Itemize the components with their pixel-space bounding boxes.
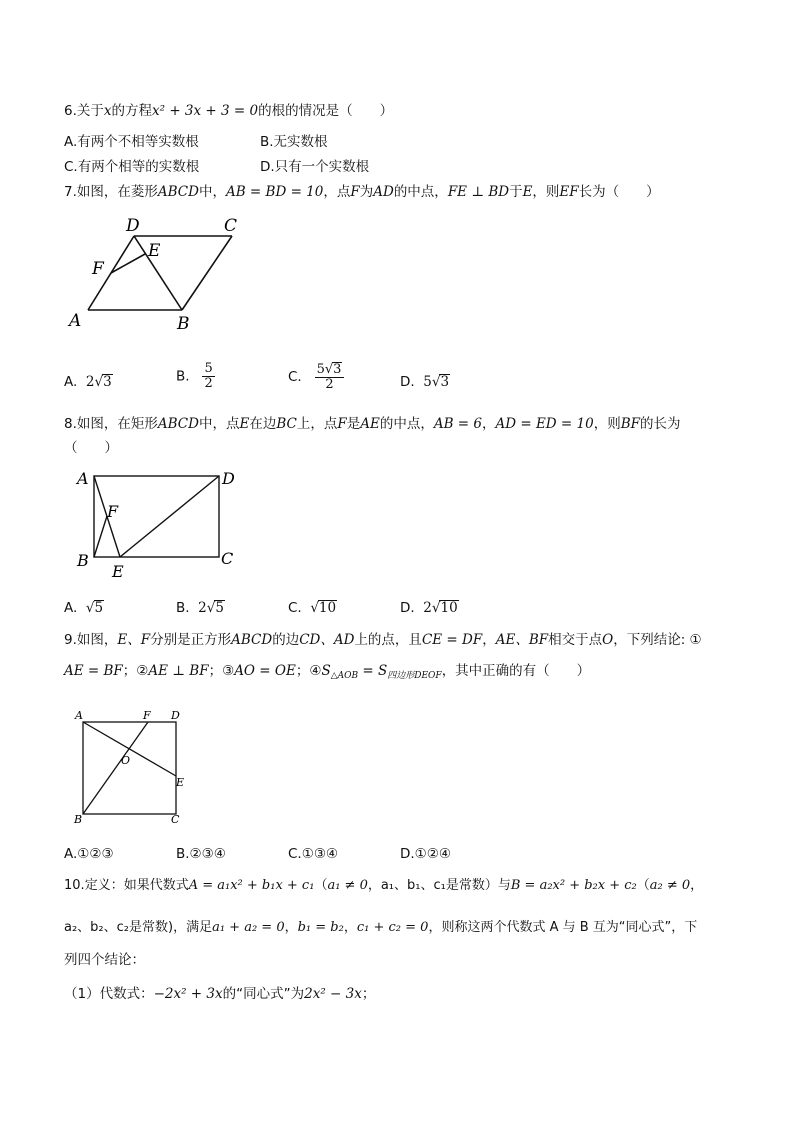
q8-option-value: 2 <box>198 600 207 616</box>
q8-option-c: C. √10 <box>288 600 337 616</box>
q10-text: （ <box>636 878 650 893</box>
q10-math: a₂ ≠ 0 <box>649 878 691 893</box>
q7-option-label: A. <box>64 374 78 390</box>
q9-stem-line2 <box>64 662 590 680</box>
q9-text: ；④ <box>295 663 322 679</box>
q10-text: 定义：如果代数式 <box>84 878 189 893</box>
q7-math: EF <box>559 184 579 200</box>
q8-text: 的长为 <box>640 416 681 432</box>
q9-text: 的边 <box>272 632 300 648</box>
q9-square-figure <box>70 706 195 828</box>
q10-text: 的“同心式”为 <box>222 986 305 1002</box>
q7-label-f: F <box>92 259 104 279</box>
q7-option-value: 5 <box>423 374 432 390</box>
q10-text: ； <box>361 986 376 1002</box>
q8-option-label: C. <box>288 600 302 616</box>
q9-math: S <box>378 663 388 679</box>
q9-math: AE = BF <box>64 663 123 679</box>
q10-math: a₁ + a₂ = 0 <box>212 920 285 935</box>
q7-math: AD <box>373 184 394 200</box>
q9-option-a: A.①②③ <box>64 846 114 862</box>
q9-text: 相交于点 <box>548 632 603 648</box>
q7-option-value: 2 <box>204 376 213 391</box>
q10-math: a₁ ≠ 0 <box>327 878 368 893</box>
q7-text: ，则 <box>532 184 560 200</box>
q6-var: x <box>103 103 112 119</box>
q8-text: 在边 <box>249 416 277 432</box>
q9-math: ABCD <box>231 632 273 648</box>
q6-number: 6. <box>64 103 77 119</box>
q6-text: 关于 <box>76 103 104 119</box>
q8-option-value: 10 <box>440 600 458 616</box>
q7-option-c: C. $\frac{5√3}{2}$ <box>288 362 344 392</box>
q7-option-value: 5 <box>316 362 325 377</box>
q8-option-value: 2 <box>423 600 432 616</box>
q6-option-a: A.有两个不相等实数根 <box>64 134 199 150</box>
q9-math: AE ⊥ BF <box>148 663 209 679</box>
q10-statement-1 <box>64 985 375 1003</box>
q8-math: AE <box>360 416 380 432</box>
q10-text: （1）代数式： <box>64 986 154 1002</box>
q8-option-d: D. 2√10 <box>400 600 458 616</box>
q8-option-label: A. <box>64 600 78 616</box>
q8-stem <box>64 415 681 433</box>
q7-option-label: C. <box>288 369 302 385</box>
q8-text: 中，点 <box>198 416 240 432</box>
q8-math: ABCD <box>157 416 199 432</box>
q7-text: 中， <box>198 184 226 200</box>
q8-text: 如图，在矩形 <box>76 416 158 432</box>
q7-label-e: E <box>148 241 161 261</box>
q7-math: F <box>350 184 360 200</box>
q8-rectangle-figure <box>70 465 245 580</box>
q9-math: O <box>602 632 614 648</box>
q6-text: 的方程 <box>111 103 153 119</box>
q7-math: E <box>522 184 533 200</box>
q8-math: BF <box>620 416 640 432</box>
q10-text: （ <box>314 878 328 893</box>
q7-option-value: 5 <box>204 361 213 376</box>
q7-label-a: A <box>69 311 82 331</box>
q8-option-label: D. <box>400 600 415 616</box>
q10-stem-line2 <box>64 919 697 937</box>
q7-option-value: 2 <box>325 377 334 392</box>
q7-option-label: B. <box>176 368 190 385</box>
q10-math: A = a₁x² + b₁x + c₁ <box>188 878 315 893</box>
q9-text: ，其中正确的有（ ） <box>441 663 591 679</box>
q9-math: AE、BF <box>495 632 549 648</box>
q7-number: 7. <box>64 184 77 200</box>
q10-text: ， <box>284 920 298 935</box>
q9-text: ；③ <box>208 663 235 679</box>
q8-text: 是 <box>346 416 361 432</box>
q9-math: = <box>358 663 379 679</box>
q10-stem-line3: 列四个结论： <box>64 952 145 968</box>
q8-math: E <box>239 416 250 432</box>
q7-stem <box>64 183 660 201</box>
q8-text: ，则 <box>593 416 621 432</box>
q10-stem-line1 <box>64 877 703 895</box>
q9-label-e: E <box>176 776 185 789</box>
q9-text: ， <box>482 632 496 648</box>
q7-text: 如图，在菱形 <box>76 184 158 200</box>
q7-label-b: B <box>177 314 190 334</box>
q9-text: 如图， <box>76 632 118 648</box>
q9-option-c: C.①③④ <box>288 846 339 862</box>
q8-option-b: B. 2√5 <box>176 600 224 616</box>
q9-label-f: F <box>143 709 151 722</box>
q10-math: c₁ + c₂ = 0 <box>356 920 429 935</box>
q7-text: ，点 <box>323 184 351 200</box>
q7-text: 长为（ ） <box>578 184 660 200</box>
q6-option-d: D.只有一个实数根 <box>260 159 370 175</box>
q9-math: CE = DF <box>421 632 483 648</box>
q8-math: F <box>337 416 347 432</box>
q9-text: 分别是正方形 <box>150 632 232 648</box>
q8-label-e: E <box>112 562 124 580</box>
q10-text: a₂、b₂、c₂是常数)，满足 <box>64 920 213 935</box>
q7-option-value: 2 <box>85 374 95 390</box>
q10-text: ， <box>343 920 357 935</box>
q9-text: ，下列结论: ① <box>613 632 702 648</box>
q7-option-value: 3 <box>440 374 450 390</box>
q8-option-value: 5 <box>94 600 104 616</box>
q9-math: 四边形DEOF <box>387 671 442 681</box>
q9-math: S <box>321 663 331 679</box>
q9-number: 9. <box>64 632 77 648</box>
q7-label-c: C <box>224 216 238 236</box>
q7-option-value: 3 <box>103 374 112 390</box>
q10-math: b₁ = b₂ <box>297 920 344 935</box>
q9-option-b: B.②③④ <box>176 846 226 862</box>
q7-rhombus-figure <box>60 212 260 337</box>
q10-text: ，a₁、b₁、c₁是常数）与 <box>367 878 511 893</box>
q8-text: 上，点 <box>296 416 338 432</box>
q9-label-d: D <box>171 709 180 722</box>
q7-option-a: A. 2√3 <box>64 374 112 390</box>
q7-option-value: 3 <box>333 362 342 377</box>
q7-math: AB = BD = 10 <box>225 184 324 200</box>
q6-text: 的根的情况是（ ） <box>258 103 394 119</box>
q8-label-c: C <box>221 549 234 568</box>
q8-text: ， <box>481 416 496 432</box>
q9-math: CD、AD <box>299 632 355 648</box>
q6-option-b: B.无实数根 <box>260 134 328 150</box>
q7-text: 的中点， <box>393 184 448 200</box>
q8-option-a: A. √5 <box>64 600 104 616</box>
q7-math: ABCD <box>157 184 199 200</box>
q10-text: ， <box>690 878 704 893</box>
q7-label-d: D <box>126 216 140 236</box>
q10-math: 2x² − 3x <box>304 986 362 1002</box>
q8-number: 8. <box>64 416 77 432</box>
q7-option-label: D. <box>400 374 415 390</box>
q8-label-f: F <box>107 502 119 521</box>
q8-text: 的中点， <box>379 416 434 432</box>
q9-stem-line1 <box>64 631 702 649</box>
q8-option-value: 10 <box>318 600 337 616</box>
q8-label-d: D <box>222 469 235 488</box>
q9-label-c: C <box>171 813 180 826</box>
q8-math: AD = ED = 10 <box>495 416 594 432</box>
q6-equation: x² + 3x + 3 = 0 <box>152 103 259 119</box>
q7-text: 为 <box>359 184 374 200</box>
q9-option-d: D.①②④ <box>400 846 451 862</box>
q8-option-value: 5 <box>215 600 224 616</box>
q9-math: E、F <box>117 632 151 648</box>
q7-option-b <box>176 362 215 391</box>
q9-math: △AOB <box>330 671 359 681</box>
q8-answer-blank: （ ） <box>64 440 118 456</box>
q8-option-label: B. <box>176 600 190 616</box>
q7-text: 于 <box>509 184 523 200</box>
q8-label-a: A <box>77 469 89 488</box>
q10-number: 10. <box>64 878 85 893</box>
q10-math: B = a₂x² + b₂x + c₂ <box>510 878 637 893</box>
q7-math: FE ⊥ BD <box>447 184 510 200</box>
q10-text: ，则称这两个代数式 A 与 B 互为“同心式”，下 <box>428 920 698 935</box>
q8-math: BC <box>276 416 297 432</box>
q10-math: −2x² + 3x <box>153 986 223 1002</box>
q9-label-b: B <box>74 813 83 826</box>
q7-option-d: D. 5√3 <box>400 374 450 390</box>
q9-text: ；② <box>122 663 149 679</box>
q6-option-c: C.有两个相等的实数根 <box>64 159 200 175</box>
q6-stem <box>64 102 393 120</box>
q9-text: 上的点，且 <box>354 632 422 648</box>
q9-math: AO = OE <box>234 663 296 679</box>
q9-label-o: O <box>121 754 131 767</box>
q9-label-a: A <box>75 709 83 722</box>
q8-label-b: B <box>77 551 89 570</box>
q8-math: AB = 6 <box>433 416 482 432</box>
